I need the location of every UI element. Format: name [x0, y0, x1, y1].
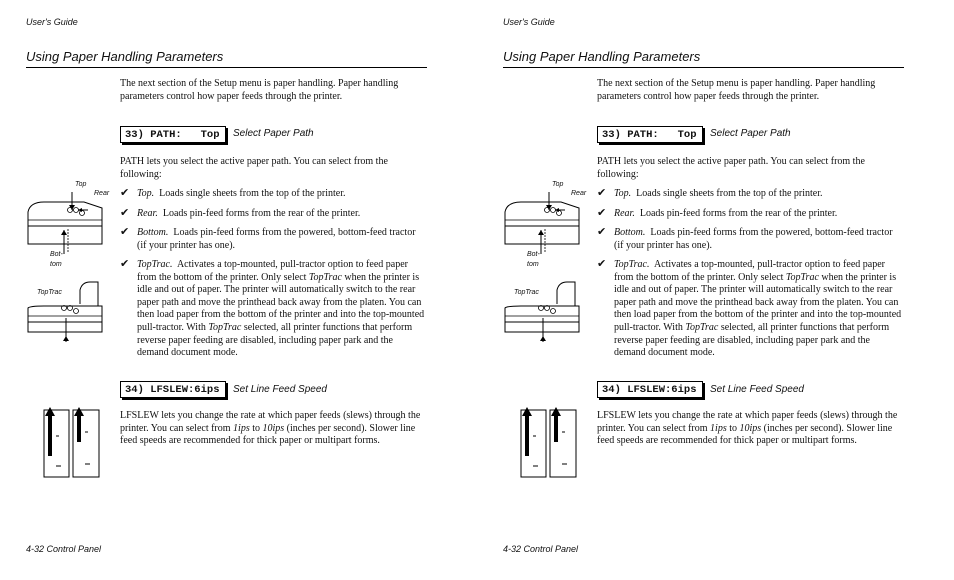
- intro-paragraph: The next section of the Setup menu is paper handling. Paper handling parameters control how paper feeds through the printer.: [597, 78, 876, 102]
- section-title: Using Paper Handling Parameters: [503, 49, 701, 64]
- option-emphasis: TopTrac: [208, 321, 242, 333]
- toptrac-figure: [501, 278, 591, 344]
- title-rule: [503, 67, 904, 68]
- figure-label-top: Top: [75, 181, 87, 188]
- option-name: Bottom.: [137, 227, 169, 238]
- running-header: User's Guide: [503, 17, 555, 27]
- figure-label-bottom: Bot-: [527, 251, 540, 258]
- checkmark-icon: ✔: [597, 186, 607, 199]
- path-description: PATH lets you select the active paper path. You can select from the following:: [597, 156, 865, 180]
- option-text: Activates a top-mounted, pull-tractor option to feed paper from the bottom of the printer. Only select: [137, 259, 408, 283]
- option-text: when the printer is idle and out of paper. The printer will automatically switch to the rear paper path and move the printhead back away from the platen. You can then load paper from the bottom of the printer and into the top-mounted pull-tractor. With: [614, 271, 902, 333]
- lfslew-text: to: [729, 422, 737, 434]
- option-rear: [120, 208, 426, 221]
- option-bottom: [597, 227, 903, 252]
- lfslew-emphasis: 1ips: [710, 422, 727, 434]
- printer-paper-path-figure: [24, 180, 114, 270]
- checkmark-icon: ✔: [120, 257, 130, 270]
- checkmark-icon: ✔: [597, 206, 607, 219]
- option-name: Rear.: [137, 208, 158, 219]
- option-name: Top.: [614, 188, 632, 199]
- figure-label-top: Top: [552, 181, 564, 188]
- option-text: Loads single sheets from the top of the printer.: [159, 188, 346, 199]
- right-page: [477, 0, 954, 580]
- line-feed-speed-figure: [43, 406, 101, 478]
- page-footer: 4-32 Control Panel: [26, 544, 102, 554]
- option-text: selected, all printer functions that perform reverse paper feeding are disabled, including paper park and the demand document mode.: [137, 321, 413, 359]
- figure-label-bottom: Bot-: [50, 251, 63, 258]
- lfslew-emphasis: 1ips: [233, 422, 250, 434]
- option-text: selected, all printer functions that perform reverse paper feeding are disabled, including paper park and the demand document mode.: [614, 321, 890, 359]
- option-emphasis: TopTrac: [685, 321, 719, 333]
- checkmark-icon: ✔: [120, 225, 130, 238]
- lfslew-text: (inches per second). Slower line feed speeds are recommended for thick paper or multipart forms.: [120, 422, 416, 447]
- lfslew-text: to: [252, 422, 260, 434]
- lfslew-emphasis: 10ips: [262, 422, 285, 434]
- option-text: when the printer is idle and out of paper. The printer will automatically switch to the rear paper path and move the printhead back away from the platen. You can then load paper from the bottom of the printer and into the top-mounted pull-tractor. With: [137, 271, 425, 333]
- figure-label-toptrac: TopTrac: [514, 289, 539, 296]
- option-text: Activates a top-mounted, pull-tractor option to feed paper from the bottom of the printer. Only select: [614, 259, 885, 283]
- lfslew-text: LFSLEW lets you change the rate at which paper feeds (slews) through the printer. You can select from: [597, 410, 898, 434]
- option-name: Top.: [137, 188, 155, 199]
- figure-label-bottom-cont: tom: [50, 261, 62, 268]
- lfslew-emphasis: 10ips: [739, 422, 762, 434]
- option-text: Loads pin-feed forms from the rear of the printer.: [162, 208, 361, 219]
- checkmark-icon: ✔: [120, 186, 130, 199]
- path-parameter-label: Select Paper Path: [710, 128, 791, 139]
- option-top: [120, 188, 426, 201]
- option-name: TopTrac.: [614, 259, 650, 270]
- lfslew-text: (inches per second). Slower line feed speeds are recommended for thick paper or multipart forms.: [597, 422, 893, 447]
- checkmark-icon: ✔: [597, 257, 607, 270]
- section-title: Using Paper Handling Parameters: [26, 49, 224, 64]
- figure-label-rear: Rear: [571, 190, 587, 197]
- path-description: PATH lets you select the active paper path. You can select from the following:: [120, 156, 388, 180]
- path-parameter-display: 33) PATH: Top: [120, 126, 226, 143]
- lfslew-text: LFSLEW lets you change the rate at which paper feeds (slews) through the printer. You can select from: [120, 410, 421, 434]
- checkmark-icon: ✔: [597, 225, 607, 238]
- option-rear: [597, 208, 903, 221]
- path-parameter-label: Select Paper Path: [233, 128, 314, 139]
- lfslew-description: [120, 410, 426, 448]
- printer-paper-path-figure: [501, 180, 591, 270]
- lfslew-parameter-display: 34) LFSLEW:6ips: [597, 381, 703, 398]
- line-feed-speed-figure: [520, 406, 578, 478]
- option-name: Bottom.: [614, 227, 646, 238]
- option-text: Loads pin-feed forms from the powered, bottom-feed tractor (if your printer has one).: [614, 227, 893, 251]
- option-emphasis: TopTrac: [308, 271, 342, 283]
- option-text: Loads single sheets from the top of the printer.: [636, 188, 823, 199]
- path-parameter-display: 33) PATH: Top: [597, 126, 703, 143]
- page-footer: 4-32 Control Panel: [503, 544, 579, 554]
- option-bottom: [120, 227, 426, 252]
- option-toptrac: [120, 259, 426, 360]
- figure-label-toptrac: TopTrac: [37, 289, 62, 296]
- lfslew-parameter-label: Set Line Feed Speed: [233, 384, 327, 395]
- option-name: TopTrac.: [137, 259, 173, 270]
- intro-paragraph: The next section of the Setup menu is paper handling. Paper handling parameters control how paper feeds through the printer.: [120, 78, 399, 102]
- figure-label-bottom-cont: tom: [527, 261, 539, 268]
- option-name: Rear.: [614, 208, 635, 219]
- lfslew-description: [597, 410, 903, 448]
- checkmark-icon: ✔: [120, 206, 130, 219]
- lfslew-parameter-display: 34) LFSLEW:6ips: [120, 381, 226, 398]
- option-top: [597, 188, 903, 201]
- toptrac-figure: [24, 278, 114, 344]
- lfslew-parameter-label: Set Line Feed Speed: [710, 384, 804, 395]
- option-text: Loads pin-feed forms from the rear of the printer.: [639, 208, 838, 219]
- option-text: Loads pin-feed forms from the powered, bottom-feed tractor (if your printer has one).: [137, 227, 416, 251]
- figure-label-rear: Rear: [94, 190, 110, 197]
- option-toptrac: [597, 259, 903, 360]
- option-emphasis: TopTrac: [785, 271, 819, 283]
- running-header: User's Guide: [26, 17, 78, 27]
- title-rule: [26, 67, 427, 68]
